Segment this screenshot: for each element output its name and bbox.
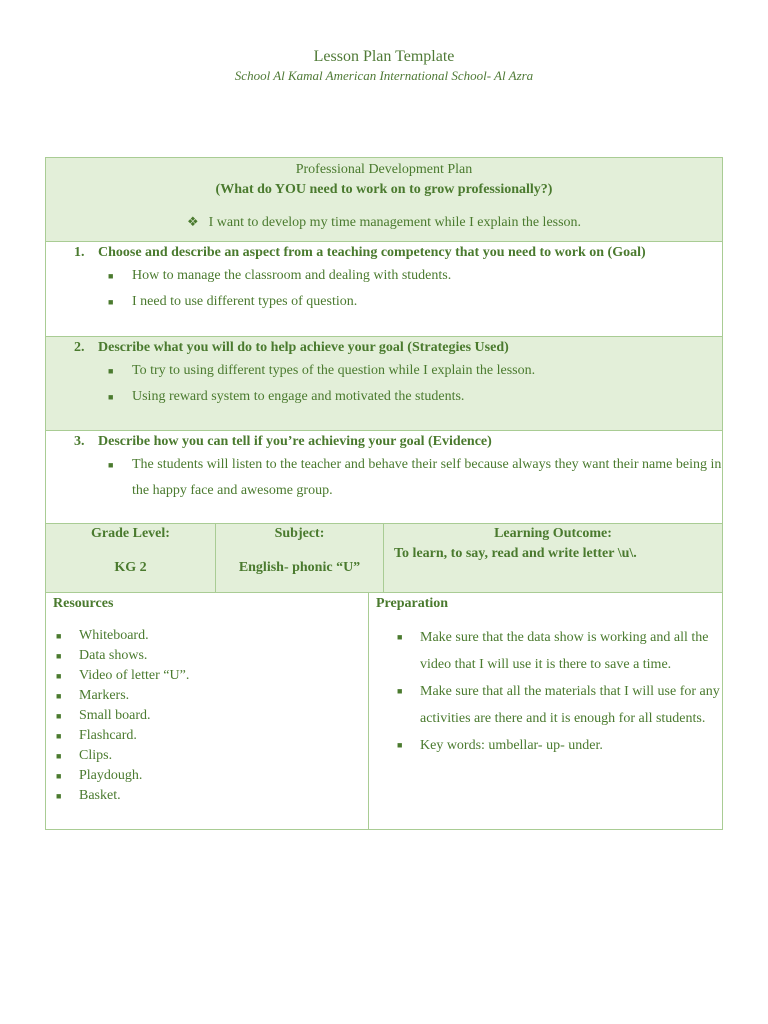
list-item: [106, 452, 722, 504]
list-item: [106, 289, 722, 315]
resources-list: [46, 626, 368, 806]
goal-number: 1.: [74, 245, 85, 260]
list-item: [106, 384, 722, 410]
list-item-text: Small board.: [79, 708, 151, 723]
list-item-text: Playdough.: [79, 768, 143, 783]
goal-heading-text: Choose and describe an aspect from a teaching competency that you need to work on (Goal): [98, 245, 646, 260]
list-item-text: Whiteboard.: [79, 628, 149, 643]
list-item-text: Using reward system to engage and motivated the students.: [132, 389, 465, 404]
list-item: [54, 726, 368, 746]
square-bullet-icon: ■: [56, 691, 62, 701]
learning-outcome-value: To learn, to say, read and write letter \u\.: [394, 546, 637, 561]
preparation-list: [369, 624, 722, 759]
list-item-text: Make sure that all the materials that I will use for any activities are there and it is enough for all students.: [420, 684, 720, 726]
pdp-question: (What do YOU need to work on to grow professionally?): [215, 182, 553, 197]
strategies-section: [46, 337, 722, 431]
resources-cell: [46, 593, 369, 829]
square-bullet-icon: ■: [108, 297, 114, 307]
list-item-text: Clips.: [79, 748, 113, 763]
square-bullet-icon: ■: [56, 771, 62, 781]
square-bullet-icon: ■: [56, 651, 62, 661]
goal-heading: [46, 242, 722, 263]
lesson-plan-table: [45, 157, 723, 830]
square-bullet-icon: ■: [397, 686, 403, 696]
learning-outcome-cell: [384, 524, 722, 592]
evidence-section: [46, 431, 722, 524]
list-item: [54, 646, 368, 666]
evidence-heading-text: Describe how you can tell if you’re achieving your goal (Evidence): [98, 434, 492, 449]
square-bullet-icon: ■: [108, 366, 114, 376]
square-bullet-icon: ■: [108, 392, 114, 402]
square-bullet-icon: ■: [397, 632, 403, 642]
list-item: [395, 732, 722, 759]
list-item-text: Data shows.: [79, 648, 148, 663]
lesson-info-row: [46, 524, 722, 593]
grade-level-value: KG 2: [114, 560, 147, 575]
school-name: School Al Kamal American International School- Al Azra: [234, 68, 534, 83]
goal-section: [46, 242, 722, 337]
list-item: [54, 706, 368, 726]
square-bullet-icon: ■: [56, 751, 62, 761]
evidence-list: [46, 452, 722, 504]
strategies-heading-text: Describe what you will do to help achieve your goal (Strategies Used): [98, 340, 509, 355]
strategies-list: [46, 358, 722, 410]
list-item: [54, 626, 368, 646]
pdp-statement: I want to develop my time management while I explain the lesson.: [208, 215, 582, 230]
pdp-section: [46, 158, 722, 242]
list-item-text: Basket.: [79, 788, 121, 803]
evidence-heading: [46, 431, 722, 452]
preparation-cell: [369, 593, 722, 829]
square-bullet-icon: ■: [397, 740, 403, 750]
resources-label: Resources: [53, 596, 114, 611]
list-item-text: Key words: umbellar- up- under.: [420, 738, 603, 753]
list-item-text: To try to using different types of the question while I explain the lesson.: [132, 363, 536, 378]
goal-list: [46, 263, 722, 315]
grade-level-label: Grade Level:: [91, 526, 170, 541]
pdp-title: Professional Development Plan: [295, 162, 473, 177]
square-bullet-icon: ■: [56, 791, 62, 801]
learning-outcome-label: Learning Outcome:: [494, 526, 612, 541]
strategies-number: 2.: [74, 340, 85, 355]
subject-value: English- phonic “U”: [238, 560, 361, 575]
list-item: [395, 678, 722, 732]
list-item: [54, 746, 368, 766]
list-item-text: Flashcard.: [79, 728, 137, 743]
subject-label: Subject:: [274, 526, 325, 541]
list-item: [54, 686, 368, 706]
resources-preparation-row: [46, 593, 722, 829]
pdp-statement-line: [46, 212, 722, 233]
four-diamond-icon: ❖: [186, 214, 199, 229]
list-item-text: The students will listen to the teacher and behave their self because always they want their name being in the happy face and awesome group.: [132, 457, 722, 498]
list-item-text: Video of letter “U”.: [79, 668, 190, 683]
preparation-label: Preparation: [376, 596, 449, 611]
list-item: [106, 263, 722, 289]
list-item: [106, 358, 722, 384]
list-item: [54, 766, 368, 786]
list-item: [54, 786, 368, 806]
square-bullet-icon: ■: [56, 671, 62, 681]
square-bullet-icon: ■: [56, 711, 62, 721]
list-item-text: Make sure that the data show is working and all the video that I will use it is there to save a time.: [420, 630, 709, 672]
list-item-text: How to manage the classroom and dealing with students.: [132, 268, 452, 283]
strategies-heading: [46, 337, 722, 358]
square-bullet-icon: ■: [56, 631, 62, 641]
list-item: [54, 666, 368, 686]
grade-level-cell: [46, 524, 216, 592]
list-item-text: Markers.: [79, 688, 130, 703]
subject-cell: [216, 524, 384, 592]
square-bullet-icon: ■: [108, 460, 114, 470]
list-item: [395, 624, 722, 678]
square-bullet-icon: ■: [108, 271, 114, 281]
list-item-text: I need to use different types of question.: [132, 294, 358, 309]
square-bullet-icon: ■: [56, 731, 62, 741]
evidence-number: 3.: [74, 434, 85, 449]
document-title: Lesson Plan Template: [313, 48, 455, 65]
